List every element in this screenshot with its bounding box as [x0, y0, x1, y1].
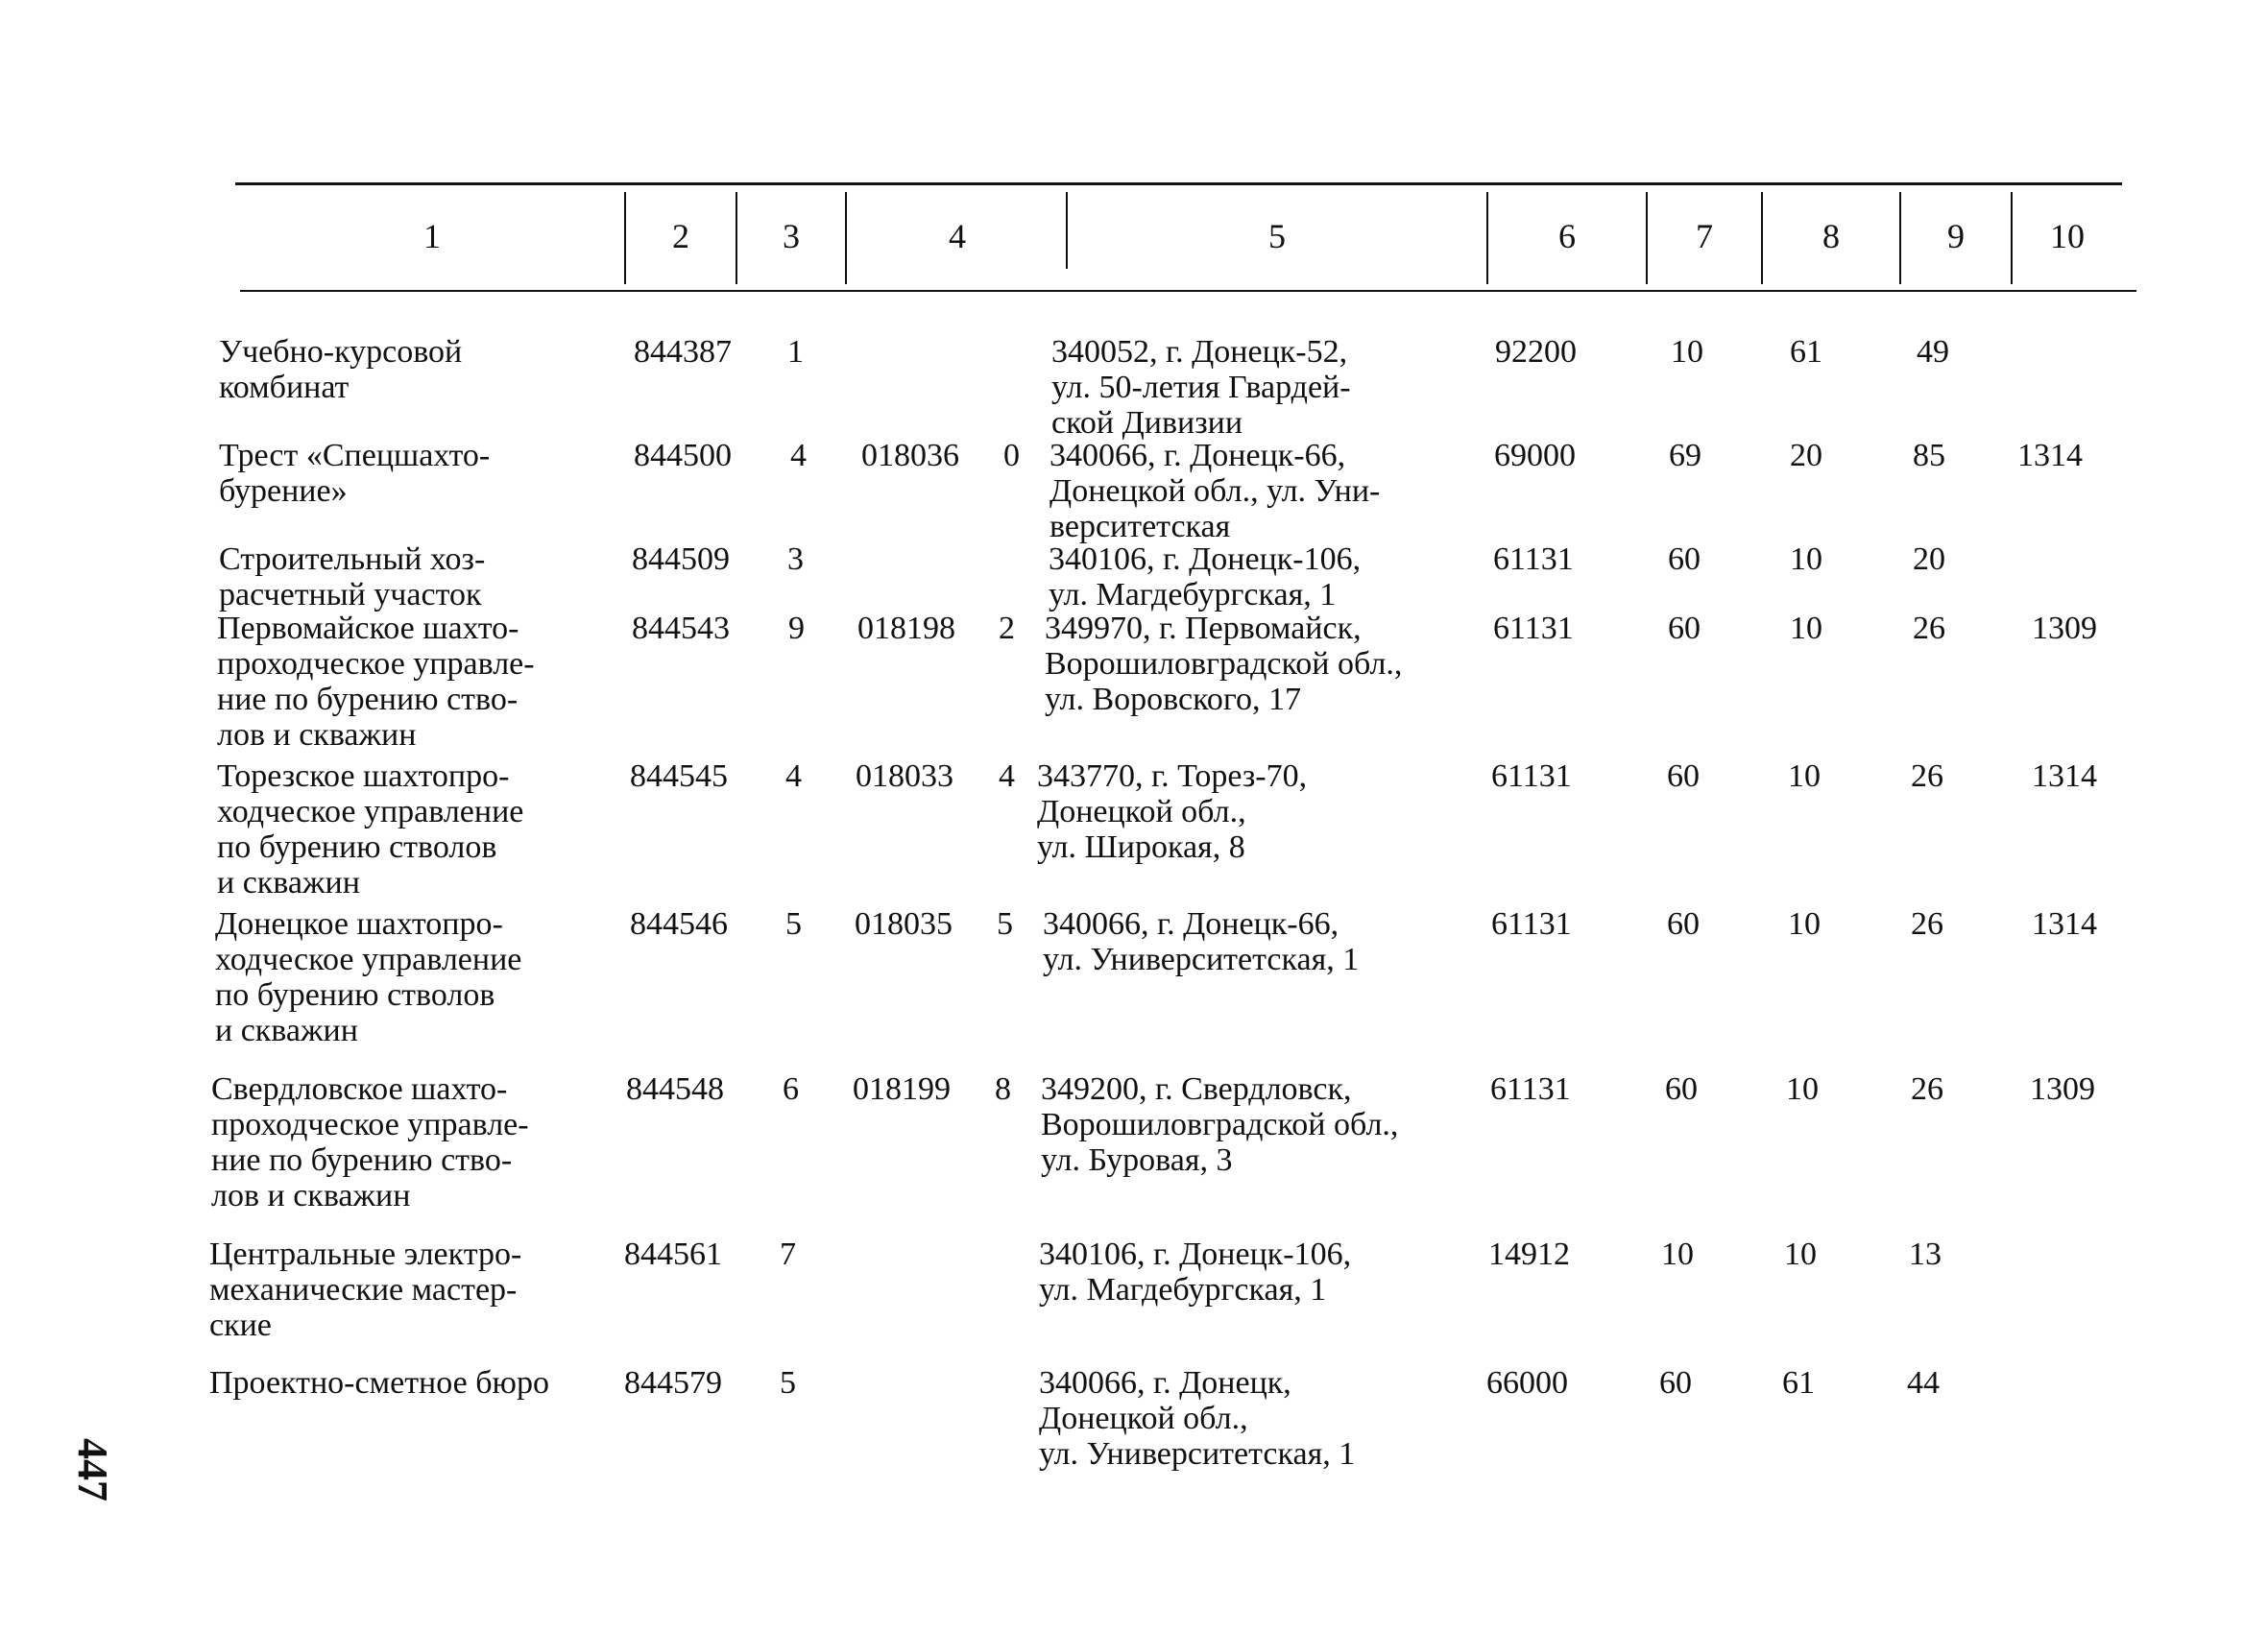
column-header-7: 7: [1696, 217, 1713, 255]
organization-name: Свердловское шахто- проходческое управле- ние по бурению ство- лов и скважин: [211, 1071, 529, 1213]
column-header-8: 8: [1822, 217, 1840, 255]
organization-name: Проектно-сметное бюро: [209, 1365, 549, 1401]
address-cell: 340106, г. Донецк-106, ул. Магдебургская, 1: [1039, 1237, 1352, 1308]
number-cell: 26: [1911, 758, 1943, 794]
code-cell: 018035: [855, 906, 953, 942]
code-cell: 844387: [634, 334, 732, 370]
number-cell: 61131: [1491, 906, 1572, 942]
address-cell: 340066, г. Донецк-66, Донецкой обл., ул. Уни- верситетская: [1050, 438, 1381, 544]
code-cell: 018033: [856, 758, 953, 794]
number-cell: 60: [1668, 611, 1701, 646]
organization-name: Центральные электро- механические мастер- ские: [209, 1237, 522, 1343]
number-cell: 10: [1661, 1237, 1694, 1272]
address-cell: 349200, г. Свердловск, Ворошиловградской обл., ул. Буровая, 3: [1041, 1071, 1399, 1178]
number-cell: 10: [1671, 334, 1703, 370]
column-header-9: 9: [1947, 217, 1965, 255]
number-cell: 1314: [2032, 906, 2097, 942]
number-cell: 61: [1790, 334, 1822, 370]
number-cell: 69000: [1494, 438, 1576, 473]
organization-name: Строительный хоз- расчетный участок: [219, 541, 486, 612]
number-cell: 85: [1913, 438, 1945, 473]
number-cell: 20: [1790, 438, 1822, 473]
number-cell: 1314: [2017, 438, 2083, 473]
number-cell: 10: [1784, 1237, 1817, 1272]
number-cell: 60: [1668, 541, 1701, 577]
code-cell: 844545: [630, 758, 728, 794]
code-cell: 018198: [857, 611, 955, 646]
code-cell: 844500: [634, 438, 732, 473]
digit-cell: 9: [788, 611, 805, 646]
digit-cell: 5: [997, 906, 1013, 942]
address-cell: 340066, г. Донецк, Донецкой обл., ул. Университетская, 1: [1039, 1365, 1356, 1472]
column-header-5: 5: [1268, 217, 1286, 255]
column-header-1: 1: [423, 217, 441, 255]
organization-name: Донецкое шахтопро- ходческое управление по бурению стволов и скважин: [215, 906, 522, 1048]
code-cell: 018199: [853, 1071, 951, 1107]
number-cell: 60: [1659, 1365, 1692, 1401]
address-cell: 340066, г. Донецк-66, ул. Университетская, 1: [1043, 906, 1360, 977]
code-cell: 844509: [632, 541, 730, 577]
digit-cell: 0: [1003, 438, 1020, 473]
address-cell: 343770, г. Торез-70, Донецкой обл., ул. Широкая, 8: [1037, 758, 1308, 865]
number-cell: 61131: [1491, 758, 1572, 794]
column-header-3: 3: [783, 217, 800, 255]
number-cell: 61: [1782, 1365, 1815, 1401]
digit-cell: 7: [780, 1237, 796, 1272]
digit-cell: 2: [999, 611, 1015, 646]
number-cell: 14912: [1488, 1237, 1570, 1272]
number-cell: 26: [1911, 1071, 1943, 1107]
organization-name: Трест «Спецшахто- бурение»: [219, 438, 491, 509]
number-cell: 10: [1790, 541, 1822, 577]
organization-name: Учебно-курсовой комбинат: [219, 334, 463, 405]
number-cell: 10: [1786, 1071, 1819, 1107]
number-cell: 61131: [1490, 1071, 1571, 1107]
number-cell: 10: [1790, 611, 1822, 646]
number-cell: 1309: [2032, 611, 2097, 646]
number-cell: 61131: [1493, 611, 1574, 646]
number-cell: 49: [1917, 334, 1949, 370]
address-cell: 349970, г. Первомайск, Ворошиловградской обл., ул. Воровского, 17: [1045, 611, 1403, 717]
table-header-bottom-rule: [240, 290, 2136, 292]
number-cell: 69: [1669, 438, 1701, 473]
address-cell: 340052, г. Донецк-52, ул. 50-летия Гвардей- ской Дивизии: [1051, 334, 1351, 441]
number-cell: 1309: [2030, 1071, 2095, 1107]
digit-cell: 4: [999, 758, 1015, 794]
code-cell: 844579: [624, 1365, 722, 1401]
number-cell: 20: [1913, 541, 1945, 577]
number-cell: 92200: [1495, 334, 1577, 370]
digit-cell: 8: [995, 1071, 1011, 1107]
digit-cell: 1: [787, 334, 804, 370]
organization-name: Первомайское шахто- проходческое управле- ние по бурению ство- лов и скважин: [217, 611, 535, 753]
column-header-10: 10: [2050, 217, 2085, 255]
number-cell: 60: [1667, 906, 1700, 942]
table-top-rule: [235, 182, 2122, 185]
number-cell: 66000: [1486, 1365, 1568, 1401]
code-cell: 844561: [624, 1237, 722, 1272]
number-cell: 26: [1911, 906, 1943, 942]
code-cell: 018036: [861, 438, 959, 473]
digit-cell: 4: [790, 438, 807, 473]
code-cell: 844543: [632, 611, 730, 646]
number-cell: 13: [1909, 1237, 1942, 1272]
number-cell: 1314: [2032, 758, 2097, 794]
organization-name: Торезское шахтопро- ходческое управление по бурению стволов и скважин: [217, 758, 524, 901]
code-cell: 844548: [626, 1071, 724, 1107]
digit-cell: 3: [787, 541, 804, 577]
number-cell: 44: [1907, 1365, 1940, 1401]
column-header-2: 2: [672, 217, 689, 255]
digit-cell: 5: [780, 1365, 796, 1401]
number-cell: 26: [1913, 611, 1945, 646]
code-cell: 844546: [630, 906, 728, 942]
column-header-4: 4: [949, 217, 966, 255]
number-cell: 61131: [1493, 541, 1574, 577]
column-header-6: 6: [1558, 217, 1576, 255]
number-cell: 10: [1788, 758, 1821, 794]
number-cell: 60: [1667, 758, 1700, 794]
digit-cell: 5: [785, 906, 802, 942]
digit-cell: 4: [785, 758, 802, 794]
address-cell: 340106, г. Донецк-106, ул. Магдебургская, 1: [1049, 541, 1362, 612]
digit-cell: 6: [783, 1071, 799, 1107]
number-cell: 10: [1788, 906, 1821, 942]
number-cell: 60: [1665, 1071, 1698, 1107]
page-number: 447: [69, 1438, 116, 1501]
